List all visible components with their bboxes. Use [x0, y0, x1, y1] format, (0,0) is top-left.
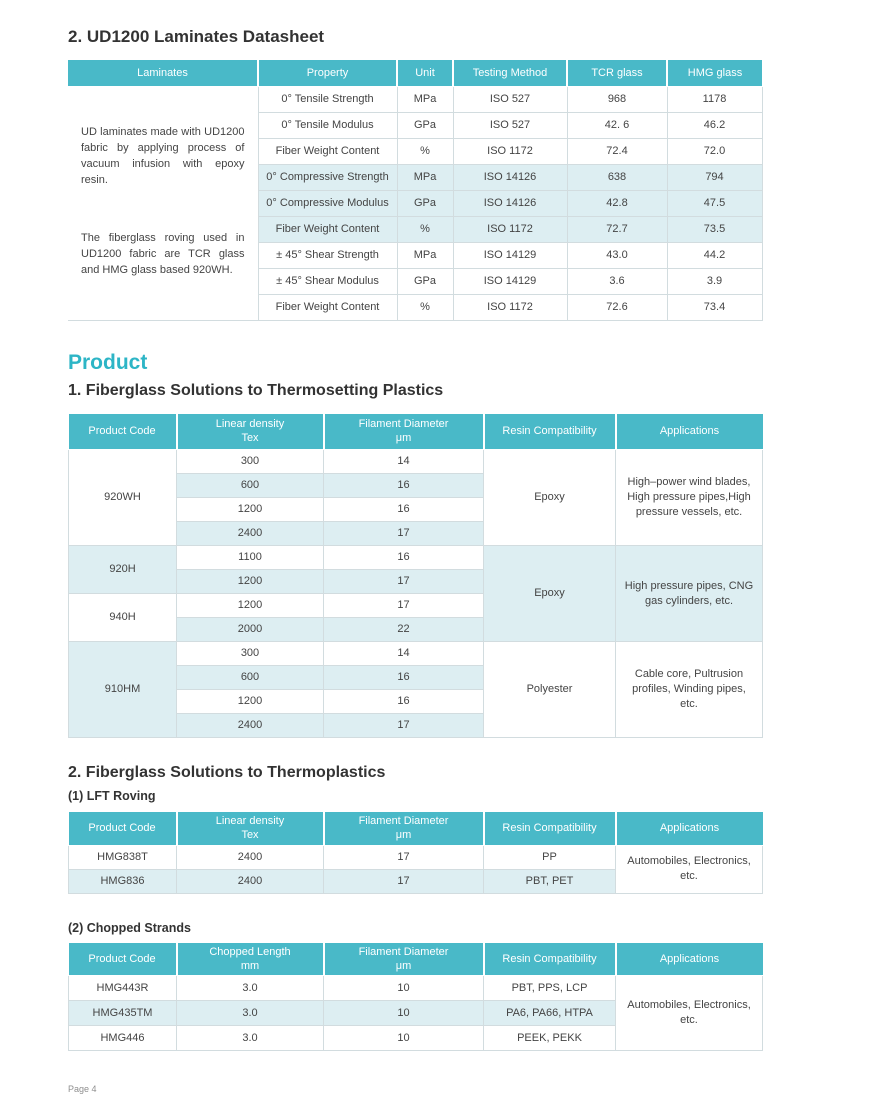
col-header-product-code: Product Code [69, 812, 177, 845]
hmg-value-cell: 46.2 [667, 112, 762, 138]
property-cell: 0° Tensile Modulus [258, 112, 397, 138]
resin-cell: Epoxy [484, 450, 616, 546]
diameter-cell: 10 [324, 1026, 484, 1051]
tcr-value-cell: 968 [567, 86, 667, 112]
tex-cell: 2400 [177, 845, 324, 869]
col-header-property: Property [258, 60, 397, 86]
tex-cell: 2000 [177, 618, 324, 642]
col-header-chopped-length: Chopped Length mm [177, 943, 324, 976]
diameter-cell: 16 [324, 498, 484, 522]
diameter-cell: 14 [324, 450, 484, 474]
diameter-cell: 17 [324, 594, 484, 618]
method-cell: ISO 14126 [453, 164, 567, 190]
thermosetting-heading: 1. Fiberglass Solutions to Thermosetting Plastics [68, 381, 444, 399]
length-cell: 3.0 [177, 1026, 324, 1051]
lft-header-row [69, 812, 763, 845]
section-heading-laminates-datasheet: 2. UD1200 Laminates Datasheet [68, 27, 325, 46]
method-cell: ISO 14129 [453, 268, 567, 294]
diameter-cell: 17 [324, 714, 484, 738]
laminates-note-2: The fiberglass roving used in UD1200 fabric are TCR glass and HMG glass based 920WH. [81, 231, 245, 277]
page-number: Page 4 [68, 1084, 97, 1094]
property-cell: 0° Tensile Strength [258, 86, 397, 112]
tex-cell: 300 [177, 642, 324, 666]
col-header-laminates: Laminates [68, 60, 258, 86]
product-code-cell: 910HM [69, 642, 177, 738]
col-header-resin-compatibility: Resin Compatibility [484, 943, 616, 976]
col-header-product-code: Product Code [69, 414, 177, 450]
property-cell: 0° Compressive Modulus [258, 190, 397, 216]
applications-cell: High–power wind blades, High pressure pipes,High pressure vessels, etc. [616, 450, 763, 546]
product-code-cell: 920WH [69, 450, 177, 546]
hmg-value-cell: 3.9 [667, 268, 762, 294]
method-cell: ISO 1172 [453, 294, 567, 320]
unit-cell: MPa [397, 164, 453, 190]
laminates-note-1: UD laminates made with UD1200 fabric by applying process of vacuum infusion with epoxy resin. [81, 125, 245, 187]
table-row [69, 642, 763, 666]
method-cell: ISO 14129 [453, 242, 567, 268]
diameter-cell: 17 [324, 845, 484, 869]
property-cell: 0° Compressive Strength [258, 164, 397, 190]
property-cell: Fiber Weight Content [258, 216, 397, 242]
hmg-value-cell: 72.0 [667, 138, 762, 164]
applications-cell: Automobiles, Electronics, etc. [616, 976, 763, 1051]
tcr-value-cell: 72.7 [567, 216, 667, 242]
property-cell: ± 45° Shear Modulus [258, 268, 397, 294]
col-header-filament-diameter: Filament Diameter μm [324, 943, 484, 976]
tex-cell: 2400 [177, 522, 324, 546]
hmg-value-cell: 73.4 [667, 294, 762, 320]
laminates-description-cell [68, 86, 258, 320]
col-header-product-code: Product Code [69, 943, 177, 976]
product-code-cell: 940H [69, 594, 177, 642]
unit-cell: % [397, 138, 453, 164]
chopped-strands-heading: (2) Chopped Strands [68, 920, 191, 935]
property-cell: Fiber Weight Content [258, 138, 397, 164]
applications-cell: High pressure pipes, CNG gas cylinders, etc. [616, 546, 763, 642]
property-cell: ± 45° Shear Strength [258, 242, 397, 268]
resin-cell: PP [484, 845, 616, 869]
tex-cell: 1200 [177, 594, 324, 618]
product-code-cell: HMG446 [69, 1026, 177, 1051]
col-header-resin-compatibility: Resin Compatibility [484, 414, 616, 450]
table-row [69, 450, 763, 474]
diameter-cell: 17 [324, 869, 484, 893]
chopped-strands-table [68, 943, 763, 1052]
col-header-filament-diameter: Filament Diameter μm [324, 414, 484, 450]
hmg-value-cell: 73.5 [667, 216, 762, 242]
tex-cell: 1200 [177, 570, 324, 594]
property-cell: Fiber Weight Content [258, 294, 397, 320]
unit-cell: GPa [397, 190, 453, 216]
unit-cell: MPa [397, 242, 453, 268]
length-cell: 3.0 [177, 1001, 324, 1026]
resin-cell: PBT, PPS, LCP [484, 976, 616, 1001]
diameter-cell: 22 [324, 618, 484, 642]
lft-roving-table [68, 812, 763, 894]
tcr-value-cell: 3.6 [567, 268, 667, 294]
tcr-value-cell: 43.0 [567, 242, 667, 268]
laminates-header-row [68, 60, 762, 86]
tex-cell: 600 [177, 474, 324, 498]
applications-cell: Cable core, Pultrusion profiles, Winding pipes, etc. [616, 642, 763, 738]
diameter-cell: 14 [324, 642, 484, 666]
tcr-value-cell: 42.8 [567, 190, 667, 216]
thermosetting-products-table [68, 414, 763, 739]
product-code-cell: 920H [69, 546, 177, 594]
col-header-testing-method: Testing Method [453, 60, 567, 86]
col-header-filament-diameter: Filament Diameter μm [324, 812, 484, 845]
hmg-value-cell: 47.5 [667, 190, 762, 216]
diameter-cell: 16 [324, 666, 484, 690]
method-cell: ISO 14126 [453, 190, 567, 216]
table-row [69, 845, 763, 869]
resin-cell: PA6, PA66, HTPA [484, 1001, 616, 1026]
laminates-datasheet-table [68, 60, 763, 321]
product-code-cell: HMG838T [69, 845, 177, 869]
table-row [69, 546, 763, 570]
method-cell: ISO 1172 [453, 138, 567, 164]
tcr-value-cell: 72.6 [567, 294, 667, 320]
col-header-linear-density: Linear density Tex [177, 812, 324, 845]
unit-cell: GPa [397, 112, 453, 138]
col-header-applications: Applications [616, 414, 763, 450]
tex-cell: 2400 [177, 869, 324, 893]
hmg-value-cell: 44.2 [667, 242, 762, 268]
table-row [68, 86, 762, 112]
diameter-cell: 10 [324, 976, 484, 1001]
page-content [68, 0, 762, 1051]
tex-cell: 1200 [177, 498, 324, 522]
tex-cell: 600 [177, 666, 324, 690]
tcr-value-cell: 42. 6 [567, 112, 667, 138]
diameter-cell: 17 [324, 522, 484, 546]
col-header-hmg-glass: HMG glass [667, 60, 762, 86]
col-header-tcr-glass: TCR glass [567, 60, 667, 86]
diameter-cell: 10 [324, 1001, 484, 1026]
tex-cell: 2400 [177, 714, 324, 738]
col-header-linear-density: Linear density Tex [177, 414, 324, 450]
resin-cell: Polyester [484, 642, 616, 738]
products-header-row [69, 414, 763, 450]
col-header-applications: Applications [616, 812, 763, 845]
applications-cell: Automobiles, Electronics, etc. [616, 845, 763, 893]
diameter-cell: 16 [324, 690, 484, 714]
table-row [69, 976, 763, 1001]
col-header-unit: Unit [397, 60, 453, 86]
chopped-header-row [69, 943, 763, 976]
hmg-value-cell: 794 [667, 164, 762, 190]
product-code-cell: HMG435TM [69, 1001, 177, 1026]
unit-cell: % [397, 294, 453, 320]
product-code-cell: HMG443R [69, 976, 177, 1001]
length-cell: 3.0 [177, 976, 324, 1001]
col-header-applications: Applications [616, 943, 763, 976]
unit-cell: GPa [397, 268, 453, 294]
method-cell: ISO 527 [453, 86, 567, 112]
product-code-cell: HMG836 [69, 869, 177, 893]
resin-cell: PEEK, PEKK [484, 1026, 616, 1051]
method-cell: ISO 527 [453, 112, 567, 138]
hmg-value-cell: 1178 [667, 86, 762, 112]
diameter-cell: 16 [324, 546, 484, 570]
thermoplastics-heading: 2. Fiberglass Solutions to Thermoplastics [68, 764, 386, 781]
lft-roving-heading: (1) LFT Roving [68, 789, 156, 803]
tex-cell: 1100 [177, 546, 324, 570]
method-cell: ISO 1172 [453, 216, 567, 242]
resin-cell: Epoxy [484, 546, 616, 642]
diameter-cell: 16 [324, 474, 484, 498]
tex-cell: 300 [177, 450, 324, 474]
col-header-resin-compatibility: Resin Compatibility [484, 812, 616, 845]
unit-cell: MPa [397, 86, 453, 112]
resin-cell: PBT, PET [484, 869, 616, 893]
unit-cell: % [397, 216, 453, 242]
tcr-value-cell: 638 [567, 164, 667, 190]
diameter-cell: 17 [324, 570, 484, 594]
tex-cell: 1200 [177, 690, 324, 714]
product-section-heading: Product [68, 350, 148, 374]
tcr-value-cell: 72.4 [567, 138, 667, 164]
